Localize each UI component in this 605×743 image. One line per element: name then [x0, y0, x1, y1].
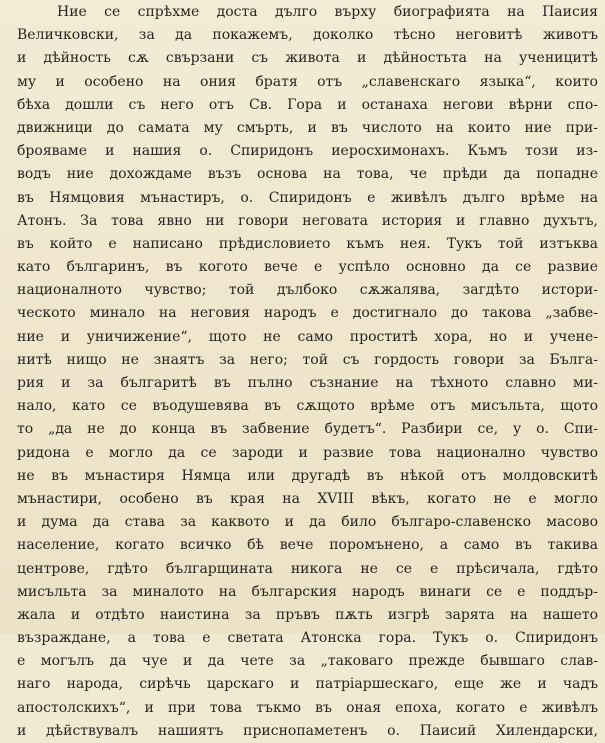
text-line: водъ ние дохождаме възъ основа на това, че прѣди да попадне — [17, 166, 598, 183]
text-line: наго народа, сирѣчь царскаго и патріаршескаго, еще же и чадъ — [17, 676, 598, 693]
text-line: нитѣ нищо не знаятъ за него; той съ гордость говори за Бълга- — [17, 351, 598, 368]
paragraph — [17, 1, 598, 743]
text-line: е могълъ да чуе и да чете за „таковаго прежде бывшаго слав- — [17, 653, 598, 670]
text-line: то „да не до конца въ забвение будетъ“. Разбири се, у о. Спи- — [17, 421, 598, 438]
text-line: ридона е могло да се зароди и развие това национално чувство — [17, 444, 598, 461]
text-line: нало, като се въодушевява въ сѫщото врѣме отъ мисъльта, щото — [17, 398, 598, 415]
text-line: Атонъ. За това явно ни говори неговата история и главно духътъ, — [17, 212, 598, 229]
text-line: движници до самата му смърть, и въ числото на които ние при- — [17, 119, 598, 136]
text-line: не въ мънастиря Нямца или другадѣ въ нѣкой отъ молдовскитѣ — [17, 467, 598, 484]
text-line: ческото минало на неговия народъ е достигнало до такова „забве- — [17, 305, 598, 322]
text-line: като българинъ, въ когото вече е успѣло основно да се развие — [17, 259, 598, 276]
text-line: рия и за българитѣ въ пълно съзнание на тѣхното славно ми- — [17, 375, 598, 391]
text-line: Ние се спрѣхме доста дълго върху биографията на Паисия — [57, 4, 598, 20]
text-line: апостолскихъ“, и при това тъкмо въ оная епоха, когато е живѣлъ — [17, 699, 598, 716]
text-line: жала и отдѣто наистина за пръвъ пѫть изгрѣ зарята на нашето — [17, 606, 598, 623]
text-line: население, когато всичко бѣ вече поромънено, а само въ такива — [17, 537, 598, 554]
text-line: и дѣйность сѫ свързани съ живота и дѣйностьта на ученицитѣ — [17, 50, 598, 67]
text-line: въ който е написано прѣдисловието къмъ нея. Тукъ той изтъква — [17, 235, 598, 252]
text-line: въ Нямцовия мънастиръ, о. Спиридонъ е живѣлъ дълго врѣме на — [17, 189, 598, 206]
text-line: ние и уничижение“, щото не само проститѣ хора, но и учене- — [17, 328, 598, 345]
text-line: бѣха дошли съ него отъ Св. Гора и останаха негови вѣрни спо- — [17, 96, 598, 113]
text-line: мънастири, особено въ края на XVIII вѣкъ, когато не е могло — [17, 490, 598, 507]
text-line: Величковски, за да покажемъ, доколко тѣсно неговитѣ животъ — [17, 27, 598, 44]
text-line: и дума да става за каквото и да било българо-славенско масово — [17, 514, 598, 531]
text-line: му и особено на ония братя отъ „славенскаго языка“, които — [17, 73, 598, 90]
text-line: възраждане, а това е светата Атонска гора. Тукъ о. Спиридонъ — [17, 630, 598, 647]
text-line: националното чувство; той дълбоко сѫжалява, загдѣто истори- — [17, 282, 598, 299]
text-line: центрове, гдѣто българщината никога не се е прѣсичала, гдѣто — [17, 560, 598, 577]
text-line: мисъльта за миналото на българския народъ винаги се е поддър- — [17, 583, 598, 600]
text-line: брояваме и нашия о. Спиридонъ иеросхимонахъ. Къмъ този из- — [17, 143, 598, 160]
text-line: и дѣйствувалъ нашиятъ приснопаметенъ о. Паисий Хилендарски, — [17, 722, 598, 739]
